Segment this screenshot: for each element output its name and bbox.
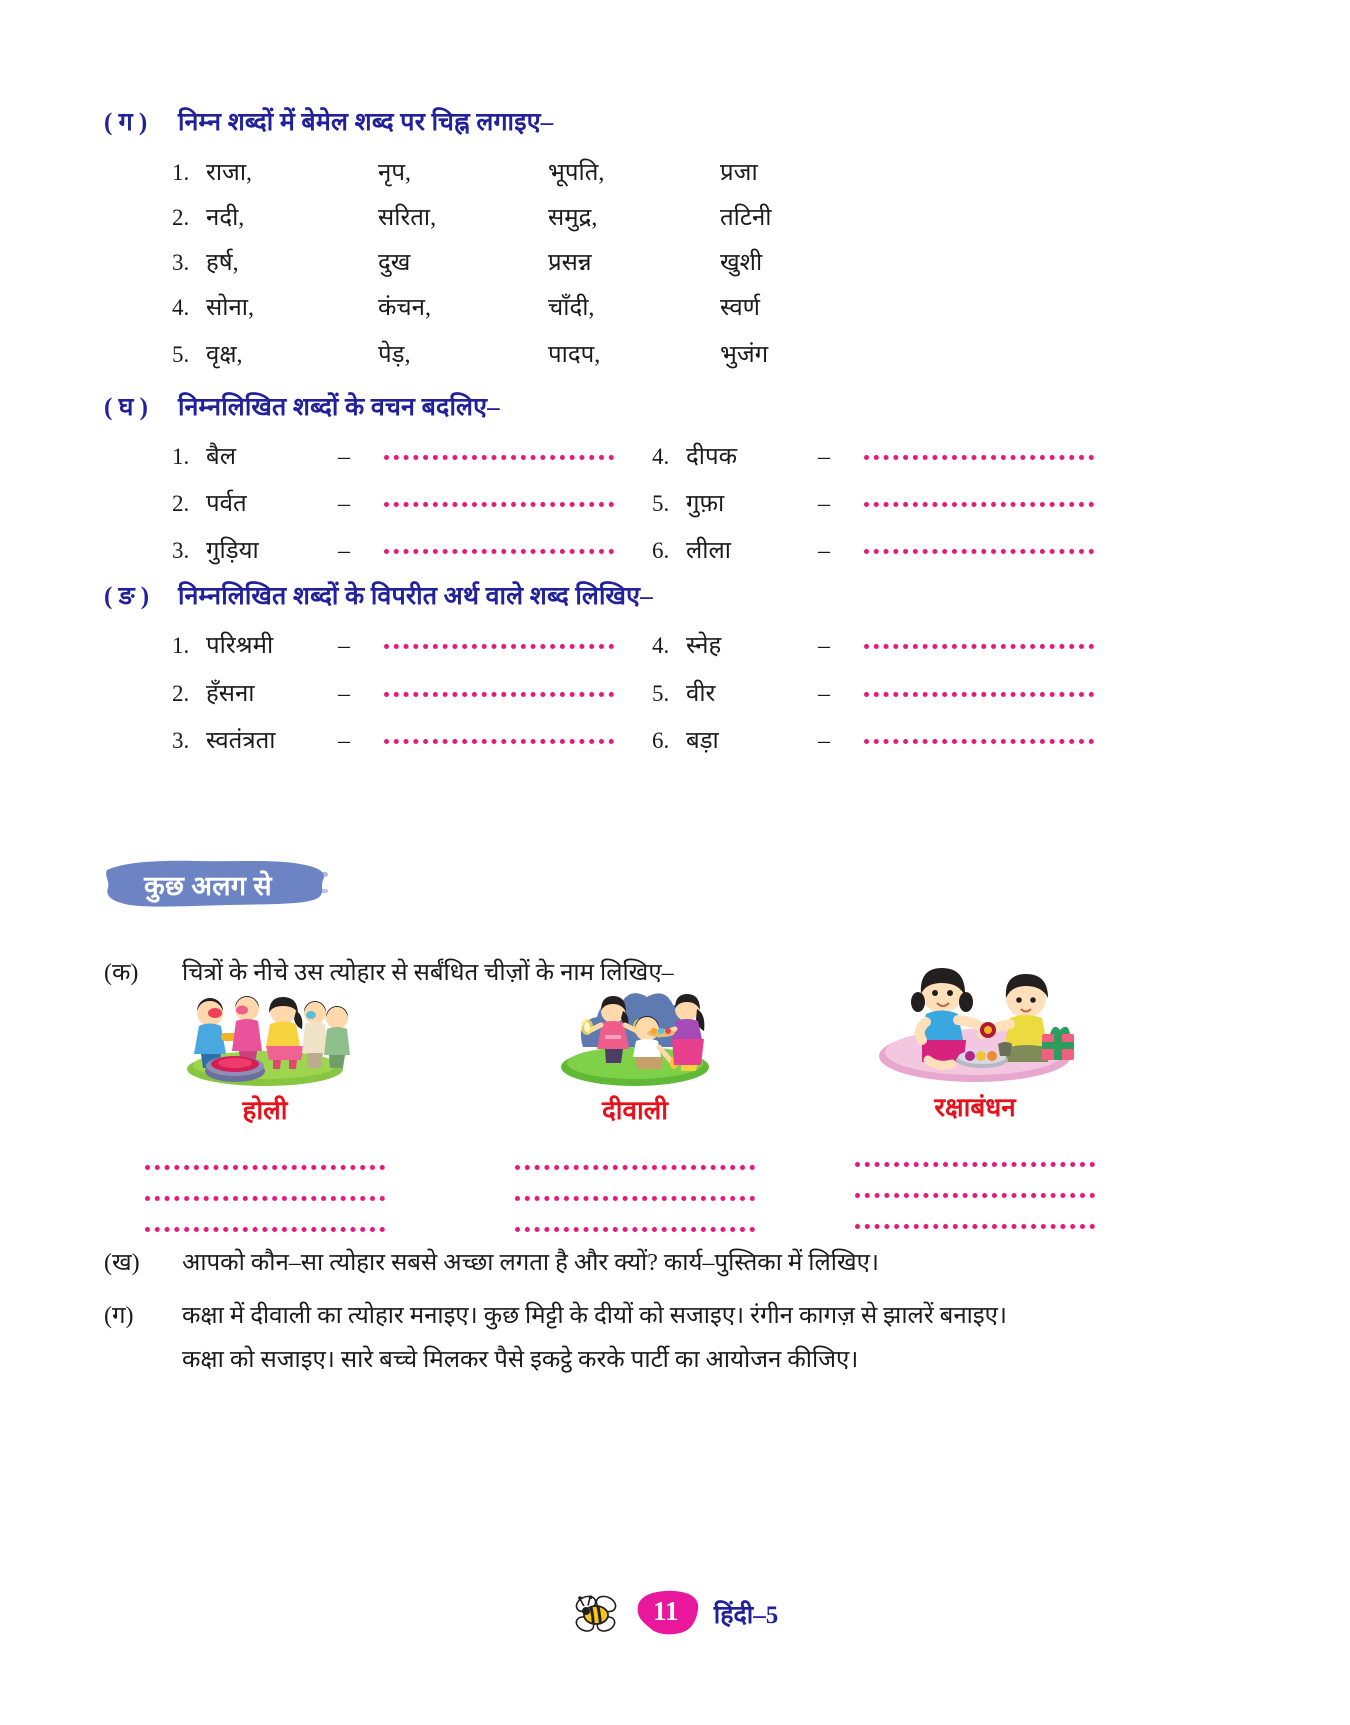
word-grid-row — [172, 245, 870, 278]
dash-separator: – — [818, 444, 830, 470]
bee-icon — [572, 1593, 618, 1635]
activity-item-a — [104, 955, 674, 988]
row-number: 3. — [172, 250, 190, 275]
word-grid-row — [172, 290, 870, 323]
prompt-word: लीला — [686, 538, 731, 564]
row-number: 1. — [172, 633, 190, 658]
page-number-badge — [630, 1590, 702, 1638]
festival-caption: होली — [242, 1096, 288, 1125]
dash-separator: – — [818, 681, 830, 707]
answer-blank[interactable] — [384, 630, 614, 649]
section-marker-ga: ( ग ) — [104, 109, 148, 136]
dash-separator: – — [338, 444, 350, 470]
word-cell[interactable]: सरिता, — [378, 205, 437, 231]
answer-blank[interactable] — [515, 1139, 755, 1170]
section-marker-nga: ( ङ ) — [104, 583, 150, 610]
answer-blank[interactable] — [864, 488, 1094, 507]
word-grid-row — [172, 200, 870, 233]
festival-answer-lines — [825, 1136, 1125, 1229]
festival-caption: दीवाली — [601, 1096, 669, 1125]
answer-blank[interactable] — [515, 1170, 755, 1201]
activity-item-b — [104, 1245, 879, 1278]
word-cell[interactable]: हर्ष, — [206, 250, 239, 276]
prompt-word: गुफ़ा — [686, 491, 725, 517]
activity-marker-a: (क) — [104, 960, 139, 986]
section-title-ga: निम्न शब्दों में बेमेल शब्द पर चिह्न लगाइए– — [178, 109, 554, 136]
section-heading-ga — [104, 104, 553, 138]
dash-separator: – — [818, 728, 830, 754]
prompt-word: पर्वत — [206, 491, 247, 517]
prompt-word: वीर — [686, 681, 716, 707]
row-number: 1. — [172, 160, 190, 185]
answer-blank[interactable] — [145, 1170, 385, 1201]
row-number: 5. — [172, 342, 190, 367]
row-number: 6. — [652, 538, 670, 563]
section-title-gha: निम्नलिखित शब्दों के वचन बदलिए– — [178, 394, 500, 421]
row-number: 2. — [172, 681, 190, 706]
word-cell[interactable]: कंचन, — [378, 295, 431, 321]
dash-separator: – — [338, 681, 350, 707]
fill-in-row — [652, 628, 1094, 661]
word-cell[interactable]: प्रसन्न — [548, 250, 592, 276]
fill-in-row — [172, 486, 614, 519]
dash-separator: – — [818, 538, 830, 564]
festival-illustration-rakshabandhan — [825, 960, 1125, 1088]
prompt-word: दीपक — [686, 444, 738, 470]
row-number: 3. — [172, 538, 190, 563]
dash-separator: – — [338, 491, 350, 517]
festival-illustration-holi — [115, 985, 415, 1089]
page-footer — [0, 1590, 1350, 1638]
activity-text-a: चित्रों के नीचे उस त्योहार से सर्बंधित चीज़ों के नाम लिखिए– — [182, 960, 674, 986]
activity-text-c-line1: कक्षा में दीवाली का त्योहार मनाइए। कुछ मिट्टी के दीयों को सजाइए। रंगीन कागज़ से झालरें बनाइए। — [182, 1303, 1008, 1329]
row-number: 2. — [172, 491, 190, 516]
row-number: 5. — [652, 681, 670, 706]
word-cell[interactable]: नृप, — [378, 160, 411, 186]
prompt-word: परिश्रमी — [206, 633, 274, 659]
row-number: 4. — [652, 444, 670, 469]
answer-blank[interactable] — [864, 535, 1094, 554]
activity-text-c-line2: कक्षा को सजाइए। सारे बच्चे मिलकर पैसे इकट्ठे करके पार्टी का आयोजन कीजिए। — [182, 1347, 859, 1373]
fill-in-row — [652, 486, 1094, 519]
word-cell[interactable]: पादप, — [548, 342, 601, 368]
answer-blank[interactable] — [384, 441, 614, 460]
row-number: 2. — [172, 205, 190, 230]
page-number: 11 — [652, 1595, 679, 1626]
prompt-word: गुड़िया — [206, 538, 259, 564]
word-cell[interactable]: भूपति, — [548, 160, 605, 186]
section-title-nga: निम्नलिखित शब्दों के विपरीत अर्थ वाले शब्द लिखिए– — [178, 583, 653, 610]
answer-blank[interactable] — [384, 535, 614, 554]
activity-text-b: आपको कौन–सा त्योहार सबसे अच्छा लगता है और क्यों? कार्य–पुस्तिका में लिखिए। — [182, 1250, 880, 1276]
answer-blank[interactable] — [384, 678, 614, 697]
word-cell[interactable]: स्वर्ण — [720, 295, 761, 321]
activity-marker-b: (ख) — [104, 1250, 140, 1276]
festival-answer-lines — [485, 1139, 785, 1232]
activity-item-c — [104, 1294, 1162, 1382]
dash-separator: – — [338, 538, 350, 564]
festival-caption: रक्षाबंधन — [934, 1093, 1016, 1122]
answer-blank[interactable] — [384, 488, 614, 507]
prompt-word: स्वतंत्रता — [206, 728, 276, 754]
word-cell[interactable]: पेड़, — [378, 342, 411, 368]
fill-in-row — [652, 676, 1094, 709]
fill-in-row — [652, 723, 1094, 756]
word-cell[interactable]: खुशी — [720, 250, 763, 276]
answer-blank[interactable] — [384, 725, 614, 744]
festival-block-holi — [115, 985, 415, 1232]
answer-blank[interactable] — [864, 725, 1094, 744]
answer-blank[interactable] — [855, 1198, 1095, 1229]
row-number: 4. — [652, 633, 670, 658]
dash-separator: – — [338, 728, 350, 754]
festival-illustration-diwali — [485, 985, 785, 1089]
festival-block-diwali — [485, 985, 785, 1232]
activity-marker-c: (ग) — [104, 1303, 134, 1329]
word-cell[interactable]: राजा, — [206, 160, 253, 186]
banner-label: कुछ अलग से — [144, 870, 272, 901]
word-cell[interactable]: दुख — [378, 250, 411, 276]
row-number: 1. — [172, 444, 190, 469]
row-number: 4. — [172, 295, 190, 320]
section-marker-gha: ( घ ) — [104, 394, 148, 421]
row-number: 6. — [652, 728, 670, 753]
dash-separator: – — [818, 491, 830, 517]
answer-blank[interactable] — [515, 1201, 755, 1232]
dash-separator: – — [818, 633, 830, 659]
section-heading-nga — [104, 578, 653, 612]
word-cell[interactable]: तटिनी — [720, 205, 772, 231]
answer-blank[interactable] — [855, 1136, 1095, 1167]
prompt-word: बैल — [206, 444, 236, 470]
answer-blank[interactable] — [864, 441, 1094, 460]
dash-separator: – — [338, 633, 350, 659]
subject-label: हिंदी–5 — [713, 1602, 779, 1629]
prompt-word: स्नेह — [686, 633, 722, 659]
answer-blank[interactable] — [145, 1201, 385, 1232]
word-cell[interactable]: प्रजा — [720, 160, 758, 186]
word-cell[interactable]: नदी, — [206, 205, 245, 231]
fill-in-row — [172, 628, 614, 661]
fill-in-row — [172, 533, 614, 566]
fill-in-row — [652, 533, 1094, 566]
fill-in-row — [652, 439, 1094, 472]
fill-in-row — [172, 439, 614, 472]
fill-in-row — [172, 676, 614, 709]
row-number: 5. — [652, 491, 670, 516]
festival-block-rakshabandhan — [825, 960, 1125, 1229]
answer-blank[interactable] — [864, 630, 1094, 649]
prompt-word: हँसना — [206, 681, 255, 707]
word-cell[interactable]: भुजंग — [720, 342, 769, 368]
answer-blank[interactable] — [864, 678, 1094, 697]
word-cell[interactable]: सोना, — [206, 295, 254, 321]
answer-blank[interactable] — [855, 1167, 1095, 1198]
festival-answer-lines — [115, 1139, 415, 1232]
section-banner — [104, 858, 336, 910]
fill-in-row — [172, 723, 614, 756]
word-cell[interactable]: वृक्ष, — [206, 342, 243, 368]
word-cell[interactable]: चाँदी, — [548, 295, 595, 321]
answer-blank[interactable] — [145, 1139, 385, 1170]
row-number: 3. — [172, 728, 190, 753]
word-cell[interactable]: समुद्र, — [548, 205, 598, 231]
word-grid-row — [172, 155, 870, 188]
prompt-word: बड़ा — [686, 728, 719, 754]
word-grid-row — [172, 337, 870, 370]
section-heading-gha — [104, 389, 500, 423]
